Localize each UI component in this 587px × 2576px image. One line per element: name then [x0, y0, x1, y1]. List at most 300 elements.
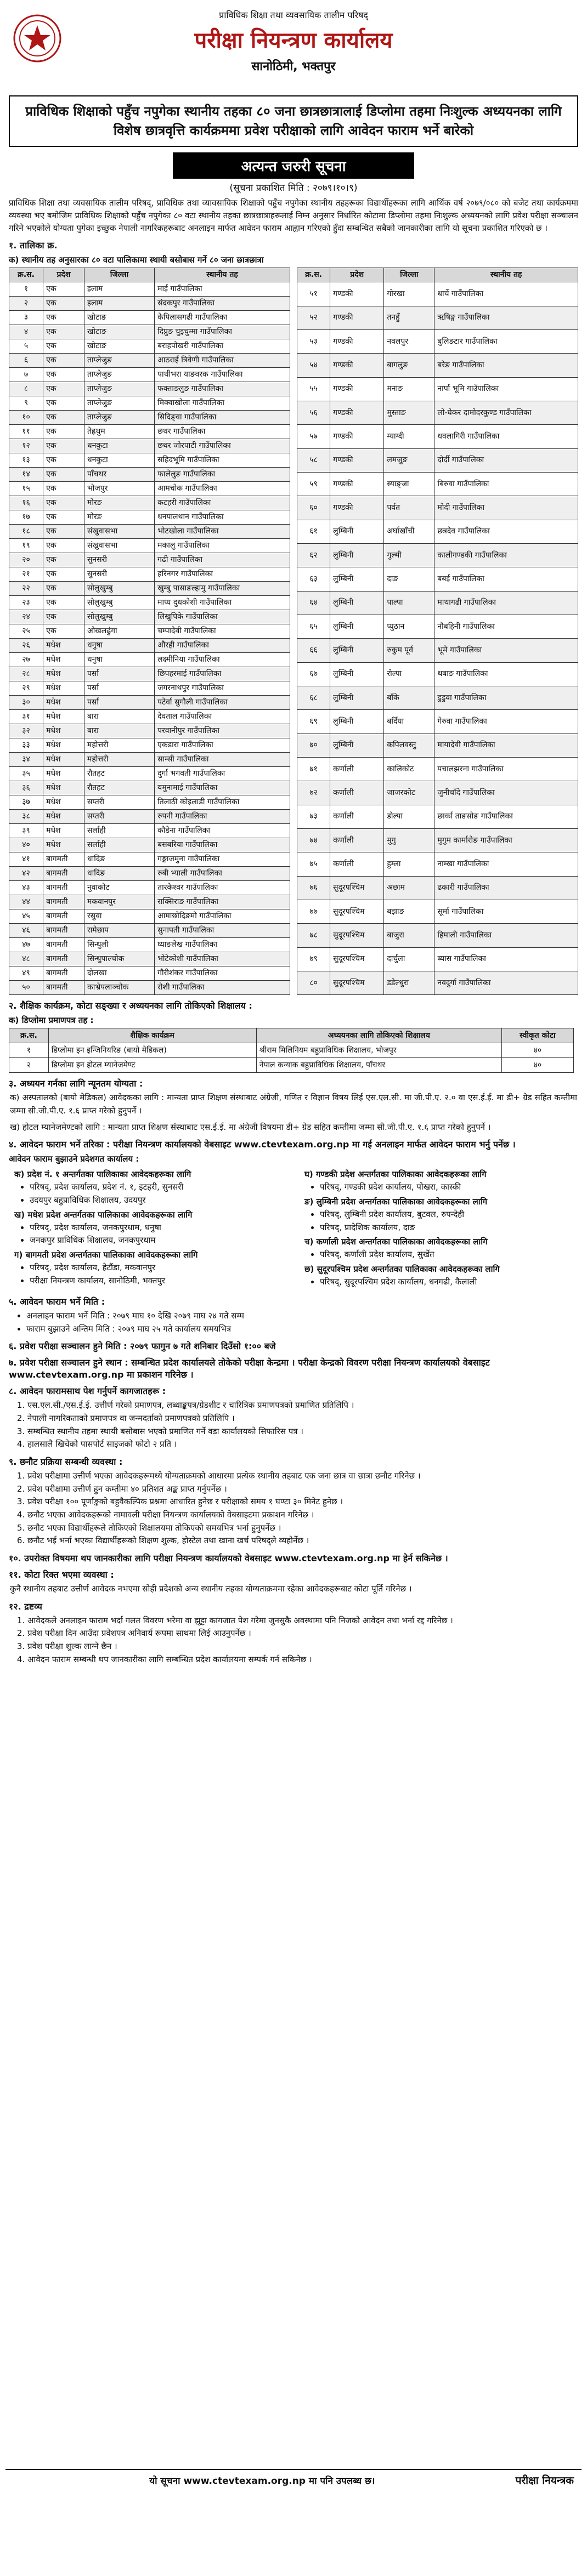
- cell-local-level: रुपनी गाउँपालिका: [155, 810, 290, 824]
- table-row: [9, 909, 290, 924]
- cell-district: मोरङ: [84, 510, 154, 525]
- cell-district: धनकुटा: [84, 453, 154, 468]
- cell-local-level: परवानीपुर गाउँपालिका: [155, 724, 290, 738]
- cell-sn: ४४: [9, 895, 43, 909]
- cell-sn: ६६: [297, 639, 330, 662]
- cell-sn: २९: [9, 681, 43, 696]
- office-group-title: ङ) लुम्बिनी प्रदेश अन्तर्गतका पालिकाका आवेदकहरूका लागि: [304, 1197, 488, 1207]
- section-9-list: [5, 1470, 582, 1548]
- cell-district: सप्तरी: [84, 810, 154, 824]
- table-row: [9, 981, 290, 995]
- cell-province: कर्णाली: [330, 828, 384, 852]
- cell-local-level: छत्रदेव गाउँपालिका: [434, 520, 578, 543]
- cell-sn: ३: [9, 311, 43, 325]
- cell-district: धादिङ: [84, 867, 154, 881]
- cell-district: ताप्लेजुङ: [84, 411, 154, 425]
- cell-local-level: आठराई त्रिवेणी गाउँपालिका: [155, 354, 290, 368]
- section-12-label: १२. द्रष्टव्य: [9, 1601, 42, 1612]
- cell-province: बागमती: [43, 938, 84, 952]
- table-row: [9, 924, 290, 938]
- table-row: [9, 610, 290, 624]
- cell-province: एक: [43, 496, 84, 510]
- notice-header: [5, 9, 582, 91]
- cell-province: गण्डकी: [330, 401, 384, 424]
- cell-sn: १२: [9, 439, 43, 453]
- cell-province: एक: [43, 396, 84, 411]
- cell-sn: ५१: [297, 282, 330, 306]
- cell-local-level: रुबी भ्याली गाउँपालिका: [155, 867, 290, 881]
- cell-province: गण्डकी: [330, 354, 384, 377]
- cell-sn: ७७: [297, 900, 330, 923]
- cell-local-level: सूर्मा गाउँपालिका: [434, 900, 578, 923]
- office-group-title: छ) सुदूरपश्चिम प्रदेश अन्तर्गतका पालिकाका आवेदकहरूका लागि: [304, 1264, 500, 1275]
- table-row: [9, 311, 290, 325]
- cell-province: मधेश: [43, 696, 84, 710]
- cell: नेपाल कन्याक बहुप्राविधिक शिक्षालय, पाँचथर: [256, 1058, 501, 1073]
- cell-sn: ६७: [297, 662, 330, 686]
- cell-province: गण्डकी: [330, 377, 384, 401]
- cell-local-level: दिप्रुङ चुइचुम्मा गाउँपालिका: [155, 325, 290, 339]
- office-list: [9, 1261, 288, 1287]
- cell-sn: ६०: [297, 496, 330, 520]
- table-row: [9, 396, 290, 411]
- cell-sn: ७३: [297, 805, 330, 828]
- cell-local-level: नाम्खा गाउँपालिका: [434, 852, 578, 876]
- cell-province: लुम्बिनी: [330, 733, 384, 757]
- cell-local-level: ब्यास गाउँपालिका: [434, 947, 578, 971]
- cell-sn: ३३: [9, 738, 43, 753]
- cell-sn: २३: [9, 596, 43, 610]
- cell-sn: ५०: [9, 981, 43, 995]
- cell-local-level: लो-घेकर दामोदरकुण्ड गाउँपालिका: [434, 401, 578, 424]
- cell-province: मधेश: [43, 753, 84, 767]
- cell-sn: २७: [9, 653, 43, 667]
- cell-sn: १७: [9, 510, 43, 525]
- cell-district: धनुषा: [84, 639, 154, 653]
- cell-district: खोटाङ: [84, 311, 154, 325]
- cell-district: खोटाङ: [84, 339, 154, 354]
- table-row: [297, 377, 578, 401]
- cell-district: बारा: [84, 724, 154, 738]
- notice-footer: [5, 2469, 582, 2490]
- cell-sn: ५९: [297, 472, 330, 496]
- intro-paragraph: प्राविधिक शिक्षा तथा व्यवसायिक तालीम परिषद्, प्राविधिक तथा व्यावसायिक शिक्षाको पहुँच नपुगेका स्थानीय तहहरूका विद्यार्थीहरूका लागि आर्थिक वर्ष २०७९/०८० को बजेट तथा कार्यक्रममा व्यवस्था भए बमोजिम प्राविधिक शिक्षाको पहुँच नपुगेका ८० वटा स्थानीय तहका छात्रछात्राहरूलाई निम्न अनुसार निर्धारित कोटामा डिप्लोमा तहमा निःशुल्क अध्ययनको लागि प्रवेश परीक्षा सञ्चालन गरिने भएकोले योग्यता पुगेका इच्छुक नेपाली नागरिकहरूबाट अनलाइन मार्फत आवेदन फाराम आह्वान गरिएको हुँदा सम्बन्धित सबैको जानकारीका लागि यो सूचना प्रकाशित गरिएको छ ।: [9, 197, 578, 234]
- cell-district: पर्सा: [84, 696, 154, 710]
- cell-province: बागमती: [43, 881, 84, 895]
- cell-local-level: मिक्वाखोला गाउँपालिका: [155, 396, 290, 411]
- cell-sn: ४६: [9, 924, 43, 938]
- cell: श्रीराम मिलिनियम बहुप्राविधिक शिक्षालय, भोजपुर: [256, 1043, 501, 1058]
- list-item: 4. छनौट भएका आवेदकहरूको नामावली परीक्षा नियन्त्रण कार्यालयको वेबसाइटमा प्रकाशन गरिनेछ ।: [27, 1509, 582, 1522]
- list-item: 2. नेपाली नागरिकताको प्रमाणपत्र वा जन्मदर्ताको प्रमाणपत्रको प्रतिलिपि ।: [27, 1412, 582, 1425]
- table-row: [9, 795, 290, 810]
- section-7: ७. प्रवेश परीक्षा सञ्चालन हुने स्थान : सम्बन्धित प्रदेश कार्यालयले तोकेको परीक्षा केन्द्रमा । परीक्षा केन्द्रको विवरण परीक्षा नियन्त्रण कार्यालयको वेबसाइट www.ctevtexam.org.np मा प्रकाशन गरिनेछ ।: [9, 1357, 490, 1380]
- cell-district: ताप्लेजुङ: [84, 396, 154, 411]
- publish-date: (सूचना प्रकाशित मिति : २०७९।१०।९): [229, 182, 358, 194]
- office-group-title: क) प्रदेश नं. १ अन्तर्गतका पालिकाका आवेदकहरूका लागि: [14, 1169, 191, 1180]
- section-1-sub: क) स्थानीय तह अनुसारका ८० वटा पालिकामा स्थायी बसोबास गर्ने ८० जना छात्रछात्रा: [9, 255, 264, 265]
- cell-province: गण्डकी: [330, 448, 384, 472]
- table-row: [9, 425, 290, 439]
- cell-sn: १५: [9, 482, 43, 496]
- cell-province: एक: [43, 439, 84, 453]
- table-row: [297, 971, 578, 994]
- cell-sn: १: [9, 282, 43, 297]
- cell-sn: २४: [9, 610, 43, 624]
- cell-district: महोत्तरी: [84, 738, 154, 753]
- section-11-label: ११. कोटा रिक्त भएमा व्यवस्था :: [9, 1570, 114, 1580]
- footer-signature: परीक्षा नियन्त्रक: [515, 2475, 574, 2487]
- cell-province: गण्डकी: [330, 306, 384, 329]
- cell-local-level: देवताल गाउँपालिका: [155, 710, 290, 724]
- cell-local-level: केपिलासगढी गाउँपालिका: [155, 311, 290, 325]
- cell-sn: ७६: [297, 876, 330, 900]
- table-row: [297, 401, 578, 424]
- cell-local-level: औरही गाउँपालिका: [155, 639, 290, 653]
- cell-local-level: मकालु गाउँपालिका: [155, 539, 290, 553]
- cell-district: सोलुखुम्बु: [84, 596, 154, 610]
- table-row: [9, 453, 290, 468]
- cell-province: एक: [43, 453, 84, 468]
- cell-local-level: मुगुम कार्मारोङ गाउँपालिका: [434, 828, 578, 852]
- cell-sn: ३४: [9, 753, 43, 767]
- office-name: परीक्षा नियन्त्रण कार्यालय: [194, 28, 393, 53]
- list-item: 1. एस.एल.सी./एस.ई.ई. उत्तीर्ण गरेको प्रमाणपत्र, लब्धाङ्कपत्र/ग्रेडशीट र चारित्रिक प्रमाणपत्रको प्रमाणित प्रतिलिपि ।: [27, 1399, 582, 1412]
- cell-local-level: फक्ताङलुङ गाउँपालिका: [155, 382, 290, 396]
- table-row: [9, 952, 290, 966]
- cell-district: पाल्पा: [384, 591, 434, 615]
- cell-province: गण्डकी: [330, 330, 384, 354]
- cell-province: एक: [43, 325, 84, 339]
- cell-sn: ६३: [297, 567, 330, 591]
- cell-sn: २२: [9, 582, 43, 596]
- cell-local-level: पाथीभरा याङवरक गाउँपालिका: [155, 368, 290, 382]
- cell-district: बागलुङ: [384, 354, 434, 377]
- office-list: [9, 1181, 288, 1207]
- office-item: • परिषद्, गण्डकी प्रदेश कार्यालय, पोखरा, कास्की: [320, 1181, 578, 1194]
- section-3-label: ३. अध्ययन गर्नका लागि न्यूनतम योग्यता :: [9, 1078, 143, 1089]
- cell-district: रुकुम पूर्व: [384, 639, 434, 662]
- cell-local-level: हरिनगर गाउँपालिका: [155, 567, 290, 582]
- cell-sn: ९: [9, 396, 43, 411]
- cell-province: बागमती: [43, 895, 84, 909]
- cell-local-level: तिलाठी कोइलाडी गाउँपालिका: [155, 795, 290, 810]
- col-sn: क्र.स.: [297, 268, 330, 282]
- cell-sn: ५३: [297, 330, 330, 354]
- cell-district: मनाङ: [384, 377, 434, 401]
- cell-local-level: धनपालथान गाउँपालिका: [155, 510, 290, 525]
- office-item: • जनकपुर प्राविधिक शिक्षालय, जनकपुरधाम: [30, 1234, 288, 1247]
- cell-province: एक: [43, 624, 84, 639]
- cell-local-level: सहिदभूमि गाउँपालिका: [155, 453, 290, 468]
- cell-sn: ११: [9, 425, 43, 439]
- cell-sn: ७४: [297, 828, 330, 852]
- cell-local-level: कौडेना गाउँपालिका: [155, 824, 290, 838]
- cell-district: पर्सा: [84, 681, 154, 696]
- cell-district: सोलुखुम्बु: [84, 610, 154, 624]
- cell-district: सप्तरी: [84, 795, 154, 810]
- section-2-sub: क) डिप्लोमा प्रमाणपत्र तह :: [9, 1015, 94, 1026]
- cell-sn: २६: [9, 639, 43, 653]
- cell-district: दाङ: [384, 567, 434, 591]
- table-row: [297, 354, 578, 377]
- office-item: • उदयपुर बहुप्राविधिक शिक्षालय, उदयपुर: [30, 1194, 288, 1207]
- table-row: [9, 282, 290, 297]
- cell-district: पर्वत: [384, 496, 434, 520]
- cell-local-level: बराहपोखरी गाउँपालिका: [155, 339, 290, 354]
- cell-local-level: भूमे गाउँपालिका: [434, 639, 578, 662]
- cell-local-level: मोदी गाउँपालिका: [434, 496, 578, 520]
- cell-local-level: लिखुपिके गाउँपालिका: [155, 610, 290, 624]
- table-row: [9, 696, 290, 710]
- table-row: [297, 496, 578, 520]
- office-column-left: [9, 1167, 288, 1290]
- cell-province: लुम्बिनी: [330, 567, 384, 591]
- cell-sn: ६१: [297, 520, 330, 543]
- cell: २: [9, 1058, 49, 1073]
- cell-local-level: कटहरी गाउँपालिका: [155, 496, 290, 510]
- list-item: • फाराम बुझाउने अन्तिम मिति : २०७९ माघ २५ गते कार्यालय समयभित्र: [26, 1323, 582, 1336]
- cell-district: नुवाकोट: [84, 881, 154, 895]
- cell-province: मधेश: [43, 738, 84, 753]
- municipality-tables: [5, 268, 582, 995]
- office-address: सानोठिमी, भक्तपुर: [251, 60, 336, 73]
- list-item: 3. सम्बन्धित स्थानीय तहमा स्थायी बसोबास भएको प्रमाणित गर्ने वडा कार्यालयको सिफारिस पत्र ।: [27, 1425, 582, 1438]
- table-row: [9, 867, 290, 881]
- list-item: 2. प्रवेश परीक्षामा उत्तीर्ण हुन कम्तीमा ४० प्रतिशत अङ्क प्राप्त गर्नुपर्नेछ ।: [27, 1483, 582, 1496]
- office-group-title: ग) बागमती प्रदेश अन्तर्गतका पालिकाका आवेदकहरूका लागि: [14, 1250, 198, 1260]
- cell-district: स्याङ्जा: [384, 472, 434, 496]
- cell-local-level: पटेर्वा सुगौली गाउँपालिका: [155, 696, 290, 710]
- cell-province: एक: [43, 368, 84, 382]
- cell-province: एक: [43, 582, 84, 596]
- cell-province: बागमती: [43, 981, 84, 995]
- cell-district: संखुवासभा: [84, 539, 154, 553]
- office-item: • परिषद्, प्रदेश कार्यालय, जनकपुरधाम, धनुषा: [30, 1221, 288, 1235]
- cell-local-level: हिमाली गाउँपालिका: [434, 924, 578, 947]
- cell-district: बर्दिया: [384, 710, 434, 733]
- cell-district: रामेछाप: [84, 924, 154, 938]
- cell-district: नवलपुर: [384, 330, 434, 354]
- table-row: [9, 468, 290, 482]
- table-row: [9, 724, 290, 738]
- cell-local-level: डुडुवा गाउँपालिका: [434, 686, 578, 709]
- table-row: [9, 439, 290, 453]
- table-row: [297, 543, 578, 567]
- col-sn: क्र.स.: [9, 1028, 49, 1043]
- cell-sn: ७९: [297, 947, 330, 971]
- table-row: [297, 520, 578, 543]
- office-item: • परिषद्, लुम्बिनी प्रदेश कार्यालय, बुटवल, रुपन्देही: [320, 1208, 578, 1221]
- cell-province: मधेश: [43, 767, 84, 781]
- table-row: [9, 553, 290, 567]
- cell-local-level: गढी गाउँपालिका: [155, 553, 290, 567]
- cell-district: दोलखा: [84, 966, 154, 981]
- list-item: 5. छनौट भएका विद्यार्थीहरूले तोकिएको शिक्षालयमा तोकिएको समयभित्र भर्ना हुनुपर्नेछ ।: [27, 1522, 582, 1535]
- list-item: 1. आवेदकले अनलाइन फाराम भर्दा गलत विवरण भरेमा वा झुट्टा कागजात पेश गरेमा जुनसुकै अवस्थामा पनि निजको आवेदन तथा भर्ना रद्द गरिनेछ ।: [27, 1614, 582, 1628]
- table-row: [9, 482, 290, 496]
- cell-district: ताप्लेजुङ: [84, 382, 154, 396]
- list-item: 4. आवेदन फाराम सम्बन्धी थप जानकारीका लागि सम्बन्धित प्रदेश कार्यालयमा सम्पर्क गर्न सकिनेछ ।: [27, 1653, 582, 1667]
- cell-province: मधेश: [43, 653, 84, 667]
- table-row: [9, 810, 290, 824]
- cell-local-level: भोटेकोशी गाउँपालिका: [155, 952, 290, 966]
- notice-body: [5, 197, 582, 2571]
- cell-district: अर्घाखाँची: [384, 520, 434, 543]
- cell-sn: ४९: [9, 966, 43, 981]
- cell-local-level: बुलिङटार गाउँपालिका: [434, 330, 578, 354]
- cell-district: खोटाङ: [84, 325, 154, 339]
- table-row: [297, 662, 578, 686]
- col-institute: अध्ययनका लागि तोकिएको शिक्षालय: [256, 1028, 501, 1043]
- table-row: [9, 895, 290, 909]
- col-district: जिल्ला: [84, 268, 154, 282]
- cell-province: मधेश: [43, 667, 84, 681]
- cell-province: एक: [43, 339, 84, 354]
- list-item: 3. प्रवेश परीक्षा शुल्क लाग्ने छैन ।: [27, 1640, 582, 1653]
- office-list: [299, 1276, 578, 1289]
- table-row: [9, 368, 290, 382]
- cell-sn: १४: [9, 468, 43, 482]
- footer-website-note: यो सूचना www.ctevtexam.org.np मा पनि उपलब्ध छ।: [149, 2475, 375, 2487]
- table-row: [9, 567, 290, 582]
- office-item: • परीक्षा नियन्त्रण कार्यालय, सानोठिमी, भक्तपुर: [30, 1275, 288, 1288]
- cell-district: पर्सा: [84, 667, 154, 681]
- cell-district: रसुवा: [84, 909, 154, 924]
- cell-district: इलाम: [84, 297, 154, 311]
- cell-sn: ४: [9, 325, 43, 339]
- cell-province: बागमती: [43, 852, 84, 867]
- cell-sn: ३९: [9, 824, 43, 838]
- table-row: [9, 382, 290, 396]
- table-row: [297, 733, 578, 757]
- cell-local-level: गेरुवा गाउँपालिका: [434, 710, 578, 733]
- cell-local-level: ढकारी गाउँपालिका: [434, 876, 578, 900]
- cell-province: सुदूरपश्चिम: [330, 876, 384, 900]
- cell-district: तेह्रथुम: [84, 425, 154, 439]
- table-row: [297, 876, 578, 900]
- office-group-title: च) कर्णाली प्रदेश अन्तर्गतका पालिकाका आवेदकहरूका लागि: [304, 1237, 488, 1247]
- cell-district: अछाम: [384, 876, 434, 900]
- list-item: 3. प्रवेश परीक्षा १०० पूर्णाङ्कको बहुवैकल्पिक प्रश्नमा आधारित हुनेछ र परीक्षाको समय १ घण्टा ३० मिनेट हुनेछ ।: [27, 1495, 582, 1509]
- cell-local-level: धवलागिरी गाउँपालिका: [434, 425, 578, 448]
- section-3-item: ख) होटल म्यानेजमेण्टको लागि : मान्यता प्राप्त शिक्षण संस्थाबाट एस.ई.ई. मा अंग्रेजी विषयमा डी+ ग्रेड सहित कम्तीमा जम्मा सी.जी.पी.ए. १.६ प्राप्त गरेको हुनुपर्ने ।: [10, 1122, 491, 1132]
- cell-sn: ४७: [9, 938, 43, 952]
- cell-province: सुदूरपश्चिम: [330, 924, 384, 947]
- cell-sn: ३०: [9, 696, 43, 710]
- cell-local-level: आमाछोदिङमो गाउँपालिका: [155, 909, 290, 924]
- section-8-label: ८. आवेदन फारामसाथ पेश गर्नुपर्ने कागजातहरू :: [9, 1386, 166, 1397]
- cell-sn: २८: [9, 667, 43, 681]
- cell-sn: ५: [9, 339, 43, 354]
- municipality-table-left-body: [9, 282, 290, 995]
- office-columns: [5, 1167, 582, 1290]
- cell-province: कर्णाली: [330, 781, 384, 805]
- col-local-level: स्थानीय तह: [434, 268, 578, 282]
- cell-province: मधेश: [43, 824, 84, 838]
- col-sn: क्र.स.: [9, 268, 43, 282]
- section-10: १०. उपरोक्त विषयमा थप जानकारीका लागि परीक्षा नियन्त्रण कार्यालयको वेबसाइट www.ctevtexam.org.np मा हेर्न सकिनेछ ।: [9, 1553, 448, 1564]
- table-row: [9, 354, 290, 368]
- cell-district: म्याग्दी: [384, 425, 434, 448]
- cell-local-level: एकडारा गाउँपालिका: [155, 738, 290, 753]
- cell-sn: ४१: [9, 852, 43, 867]
- cell-province: बागमती: [43, 952, 84, 966]
- section-8-list: [5, 1399, 582, 1451]
- table-row: [297, 828, 578, 852]
- table-row: [297, 686, 578, 709]
- office-list: [299, 1248, 578, 1261]
- cell-district: डडेल्धुरा: [384, 971, 434, 994]
- table-row: [297, 900, 578, 923]
- cell-district: मकवानपुर: [84, 895, 154, 909]
- table-row: [9, 966, 290, 981]
- cell-province: सुदूरपश्चिम: [330, 971, 384, 994]
- cell-district: सोलुखुम्बु: [84, 582, 154, 596]
- cell-district: ओखलढुंगा: [84, 624, 154, 639]
- cell-local-level: गौरीशंकर गाउँपालिका: [155, 966, 290, 981]
- cell-sn: ६५: [297, 615, 330, 638]
- table-row: [9, 881, 290, 895]
- cell-province: गण्डकी: [330, 282, 384, 306]
- cell-district: पाँचथर: [84, 468, 154, 482]
- cell-province: एक: [43, 567, 84, 582]
- section-12-list: [5, 1614, 582, 1667]
- section-5-list: [5, 1310, 582, 1335]
- cell-sn: ५५: [297, 377, 330, 401]
- table-row: [9, 681, 290, 696]
- cell-province: गण्डकी: [330, 496, 384, 520]
- office-column-right: [299, 1167, 578, 1290]
- notice-title: प्राविधिक शिक्षाको पहुँच नपुगेका स्थानीय तहका ८० जना छात्रछात्रालाई डिप्लोमा तहमा निःशुल्क अध्ययनका लागि विशेष छात्रवृत्ति कार्यक्रममा प्रवेश परीक्षाको लागि आवेदन फाराम भर्ने बारेको: [9, 95, 578, 147]
- section-11-text: कुनै स्थानीय तहबाट उत्तीर्ण आवेदक नभएमा सोही प्रदेशको अन्य स्थानीय तहका योग्यताक्रममा रहेका आवेदकहरूबाट कोटा पूर्ति गरिनेछ ।: [10, 1584, 412, 1594]
- cell-province: एक: [43, 468, 84, 482]
- table-row: [9, 624, 290, 639]
- col-quota: स्वीकृत कोटा: [501, 1028, 573, 1043]
- cell-district: भोजपुर: [84, 482, 154, 496]
- cell-sn: ६८: [297, 686, 330, 709]
- cell: ४०: [501, 1043, 573, 1058]
- table-row: [9, 496, 290, 510]
- cell-local-level: जुनीचाँदे गाउँपालिका: [434, 781, 578, 805]
- office-list: [299, 1208, 578, 1234]
- cell-province: कर्णाली: [330, 805, 384, 828]
- table-row: [9, 938, 290, 952]
- cell-province: एक: [43, 553, 84, 567]
- section-6: ६. प्रवेश परीक्षा सञ्चालन हुने मिति : २०७९ फागुन ७ गते शनिबार दिउँसो १:०० बजे: [9, 1341, 276, 1352]
- cell-local-level: नौबहिनी गाउँपालिका: [434, 615, 578, 638]
- table-row: [9, 411, 290, 425]
- table-row: [297, 947, 578, 971]
- cell-province: गण्डकी: [330, 425, 384, 448]
- cell-district: मुस्ताङ: [384, 401, 434, 424]
- table-row: [9, 753, 290, 767]
- table-row: [9, 738, 290, 753]
- table-row: [9, 525, 290, 539]
- table-header-row: [297, 268, 578, 282]
- table-row: [297, 567, 578, 591]
- section-9-label: ९. छनौट प्रक्रिया सम्बन्धी व्यवस्था :: [9, 1456, 123, 1467]
- cell-district: प्युठान: [384, 615, 434, 638]
- col-province: प्रदेश: [330, 268, 384, 282]
- list-item: • अनलाइन फाराम भर्ने मिति : २०७९ माघ १० देखि २०७९ माघ २४ गते सम्म: [26, 1310, 582, 1323]
- list-item: 4. हालसालै खिचेको पासपोर्ट साइजको फोटो २ प्रति ।: [27, 1438, 582, 1451]
- table-row: [9, 667, 290, 681]
- table-row: [9, 767, 290, 781]
- table-row: [9, 710, 290, 724]
- section-3-item: क) अस्पतालको (बायो मेडिकल) आवेदकका लागि : मान्यता प्राप्त शिक्षण संस्थाबाट अंग्रेजी, गणित र विज्ञान विषय लिई एस.एल.सी. मा जी.पी.ए. २.० वा एस.ई.ई. मा डी+ ग्रेड सहित कम्तीमा जम्मा सी.जी.पी.ए. १.६ प्राप्त गरेको हुनुपर्ने ।: [10, 1093, 577, 1116]
- cell-province: एक: [43, 411, 84, 425]
